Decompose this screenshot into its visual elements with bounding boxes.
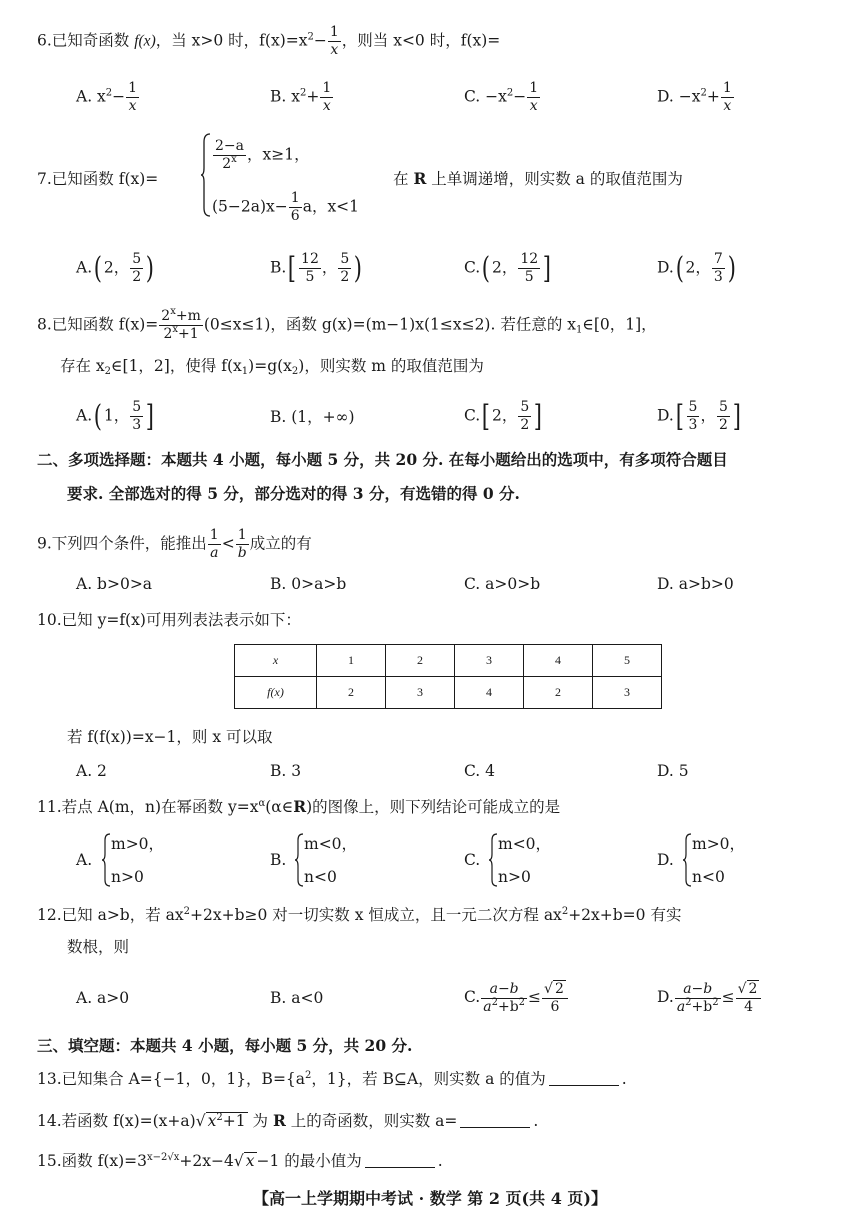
question-7-tail: 在 R 上单调递增，则实数 a 的取值范围为 [393,169,683,188]
function-table [234,644,662,709]
answer-blank[interactable] [365,1152,435,1168]
question-6-stem: 6.已知奇函数 f(x)，当 x>0 时，$f(x)=x^2-$ $\frac{1}{x}$ ，则当 x<0 时，f(x)= [37,24,501,58]
table-row: x 1 2 3 4 5 [235,645,662,677]
question-9-stem: 9.下列四个条件，能推出 $\frac{1}{a}$ < $\frac{1}{b}$ 成立的有 [37,527,312,561]
q6-option-a[interactable]: A. $x^2-$ $\frac{1}{x}$ [76,80,138,114]
page-footer: 【高一上学期期中考试 · 数学 第 2 页(共 4 页)】 [253,1189,607,1208]
q12-option-b[interactable]: B. a<0 [270,989,324,1007]
q7-option-d[interactable]: D.( 2， $\frac{7}{3}$ ) [657,250,736,286]
section-3-heading: 三、填空题：本题共 4 小题，每小题 5 分，共 20 分. [37,1036,413,1055]
left-brace-icon [488,832,498,888]
fraction: $\frac{1}{x}$ [329,24,339,58]
q9-option-b[interactable]: B. 0>a>b [270,575,347,593]
question-15: 15.函数 $f(x)=3^{x-2√x}+2x-4√$ x −1 的最小值为 . [37,1152,443,1170]
section-2-heading-cont: 要求. 全部选对的得 5 分，部分选对的得 3 分，有选错的得 0 分. [67,484,520,503]
answer-blank[interactable] [460,1112,530,1128]
left-brace-icon [101,832,111,888]
piecewise-top: $\frac{2-a}{2^x}$ ，x≥1， [215,138,310,172]
q9-option-a[interactable]: A. b>0>a [76,575,153,593]
question-7-label: 7.已知函数 f(x)= [37,170,159,188]
q8-option-c[interactable]: C.[ 2， $\frac{5}{2}$ ] [464,398,543,434]
q8-option-b[interactable]: B. (1，+∞) [270,408,355,426]
q12-option-c[interactable]: C. $\frac{a-b}{a^2+b^2}$ ≤ $\frac{√ 2}{6}$ [464,980,569,1016]
q11-option-c[interactable]: C. [464,851,481,869]
question-10-stem: 10.已知 y=f(x)可用列表法表示如下： [37,611,301,629]
q9-option-c[interactable]: C. a>0>b [464,575,541,593]
q11-option-a[interactable]: A. [76,851,93,869]
q10-option-a[interactable]: A. 2 [76,762,107,780]
q7-option-b[interactable]: B.[ $\frac{12}{5}$ ， $\frac{5}{2}$ ) [270,250,363,286]
q6-option-b[interactable]: B. $x^2+$ $\frac{1}{x}$ [270,80,332,114]
q8-option-a[interactable]: A.( 1， $\frac{5}{3}$ ] [76,398,155,434]
question-11-stem: 11.若点 A(m，n)在幂函数 $y=x^\alpha(\alpha\in R)$的图像上，则下列结论可能成立的是 [37,797,561,816]
left-brace-icon [200,132,212,218]
question-12-stem: 12.已知 a>b，若 $ax^2+2x+b\ge 0$ 对一切实数 x 恒成立，且一元二次方程 $ax^2+2x+b=0$ 有实 [37,906,682,924]
q9-option-d[interactable]: D. a>b>0 [657,575,734,593]
left-brace-icon [682,832,692,888]
q11-option-d[interactable]: D. [657,851,674,869]
q11-option-b[interactable]: B. [270,851,287,869]
question-13: 13.已知集合 A={−1，0，1}，$B=\{a^2$，1}，若 B⊆A，则实数 a 的值为 . [37,1070,627,1088]
q12-option-a[interactable]: A. a>0 [76,989,130,1007]
table-row: f(x) 2 3 4 2 3 [235,677,662,709]
question-14: 14.若函数 f(x)=(x+a)√ $x^2+1$ 为 R 上的奇函数，则实数 a= . [37,1111,539,1130]
q10-option-b[interactable]: B. 3 [270,762,302,780]
question-8-stem: 8.已知函数 f(x)= $\frac{2^x+m}{2^x+1}$ (0≤x≤1)，函数 g(x)=(m−1)x(1≤x≤2). 若任意的 $x_1\in[0$，1]， [37,306,657,342]
q8-option-d[interactable]: D.[ $\frac{5}{3}$ ， $\frac{5}{2}$ ] [657,398,741,434]
piecewise-bottom: (5−2a)x− $\frac{1}{6}$ a，x<1 [212,190,360,224]
question-10-condition: 若 f(f(x))=x−1，则 x 可以取 [67,728,273,746]
q6-option-d[interactable]: D. $-x^2+$ $\frac{1}{x}$ [657,80,732,114]
left-brace-icon [294,832,304,888]
question-12-line2: 数根，则 [67,938,130,956]
q10-option-c[interactable]: C. 4 [464,762,496,780]
question-8-line2: 存在 $x_2\in[1$，2]，使得 $f(x_1)=g(x_2)$，则实数 m 的取值范围为 [60,357,484,377]
q7-option-c[interactable]: C.( 2， $\frac{12}{5}$ ] [464,250,552,286]
q7-option-a[interactable]: A.( 2， $\frac{5}{2}$ ) [76,250,155,286]
q10-option-d[interactable]: D. 5 [657,762,689,780]
section-2-heading: 二、多项选择题：本题共 4 小题，每小题 5 分，共 20 分. 在每小题给出的选项中，有多项符合题目 [37,450,728,469]
q12-option-d[interactable]: D. $\frac{a-b}{a^2+b^2}$ ≤ $\frac{√ 2}{4}$ [657,980,762,1016]
answer-blank[interactable] [549,1070,619,1086]
q6-option-c[interactable]: C. $-x^2-$ $\frac{1}{x}$ [464,80,539,114]
